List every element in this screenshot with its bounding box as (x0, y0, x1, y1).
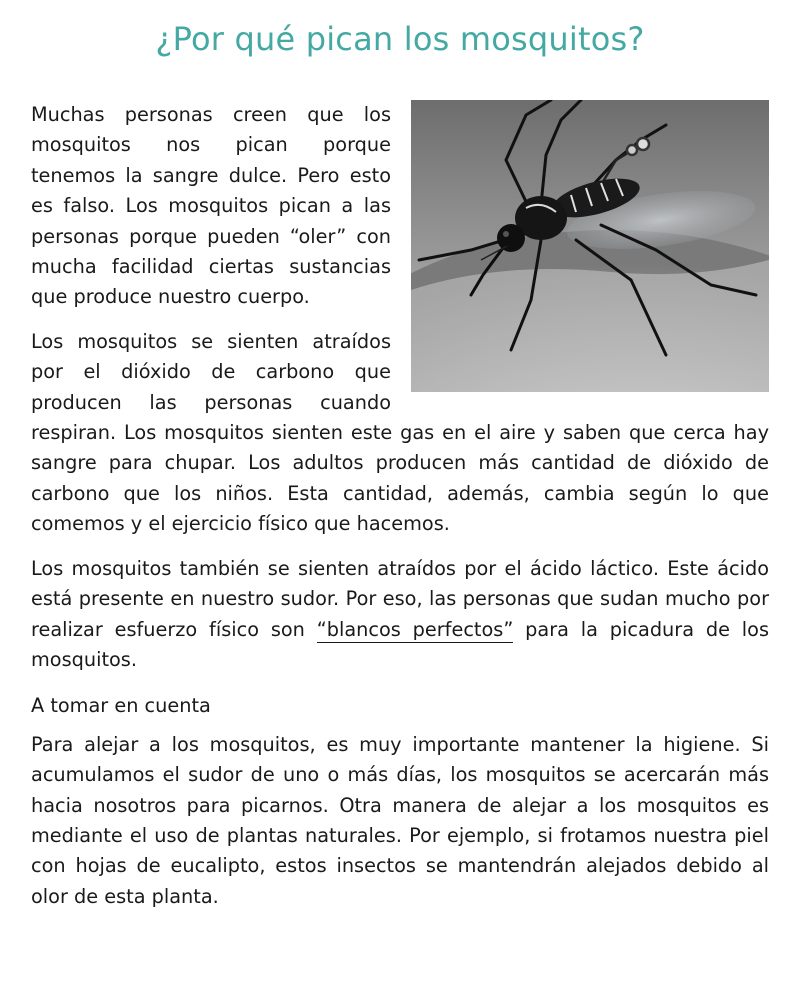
mosquito-photo (411, 100, 769, 392)
lactic-acid-text-end: para la picadura de los mosquitos. (31, 617, 769, 671)
paragraph-lactic-acid (31, 554, 769, 676)
mosquito-photo-icon (411, 100, 769, 392)
paragraph-carbon-dioxide: Los mosquitos se sienten atraídos por el dióxido de carbono que producen las personas cuando respiran. Los mosquitos sienten este gas en el aire y saben que cerca hay sangre para chupar. Los adultos producen más cantidad de dióxido de carbono que los niños. Esta cantidad, además, cambia según lo que comemos y el ejercicio físico que hacemos. (31, 329, 769, 536)
page-title: ¿Por qué pican los mosquitos? (155, 20, 645, 58)
paragraph-prevention: Para alejar a los mosquitos, es muy importante mantener la higiene. Si acumulamos el sudor de uno o más días, los mosquitos se acercarán más hacia nosotros para picarnos. Otra manera de alejar a los mosquitos es mediante el uso de plantas naturales. Por ejemplo, si frotamos nuestra piel con hojas de eucalipto, estos insectos se mantendrán alejados debido al olor de esta planta. (31, 732, 769, 908)
article-body (31, 100, 769, 912)
paragraph-intro: Muchas personas creen que los mosquitos nos pican porque tenemos la sangre dulce. Pero esto es falso. Los mosquitos pican a las personas porque pueden “oler” con mucha facilidad ciertas sustancias que produce nuestro cuerpo. (31, 103, 391, 309)
section-subheading: A tomar en cuenta (31, 694, 211, 718)
blancos-perfectos-underlined: “blancos perfectos” (316, 617, 514, 641)
lactic-acid-text-start: Los mosquitos también se sienten atraídos por el ácido láctico. Este ácido está presente en nuestro sudor. Por eso, las personas que sudan mucho por realizar esfuerzo físico son (31, 556, 769, 641)
